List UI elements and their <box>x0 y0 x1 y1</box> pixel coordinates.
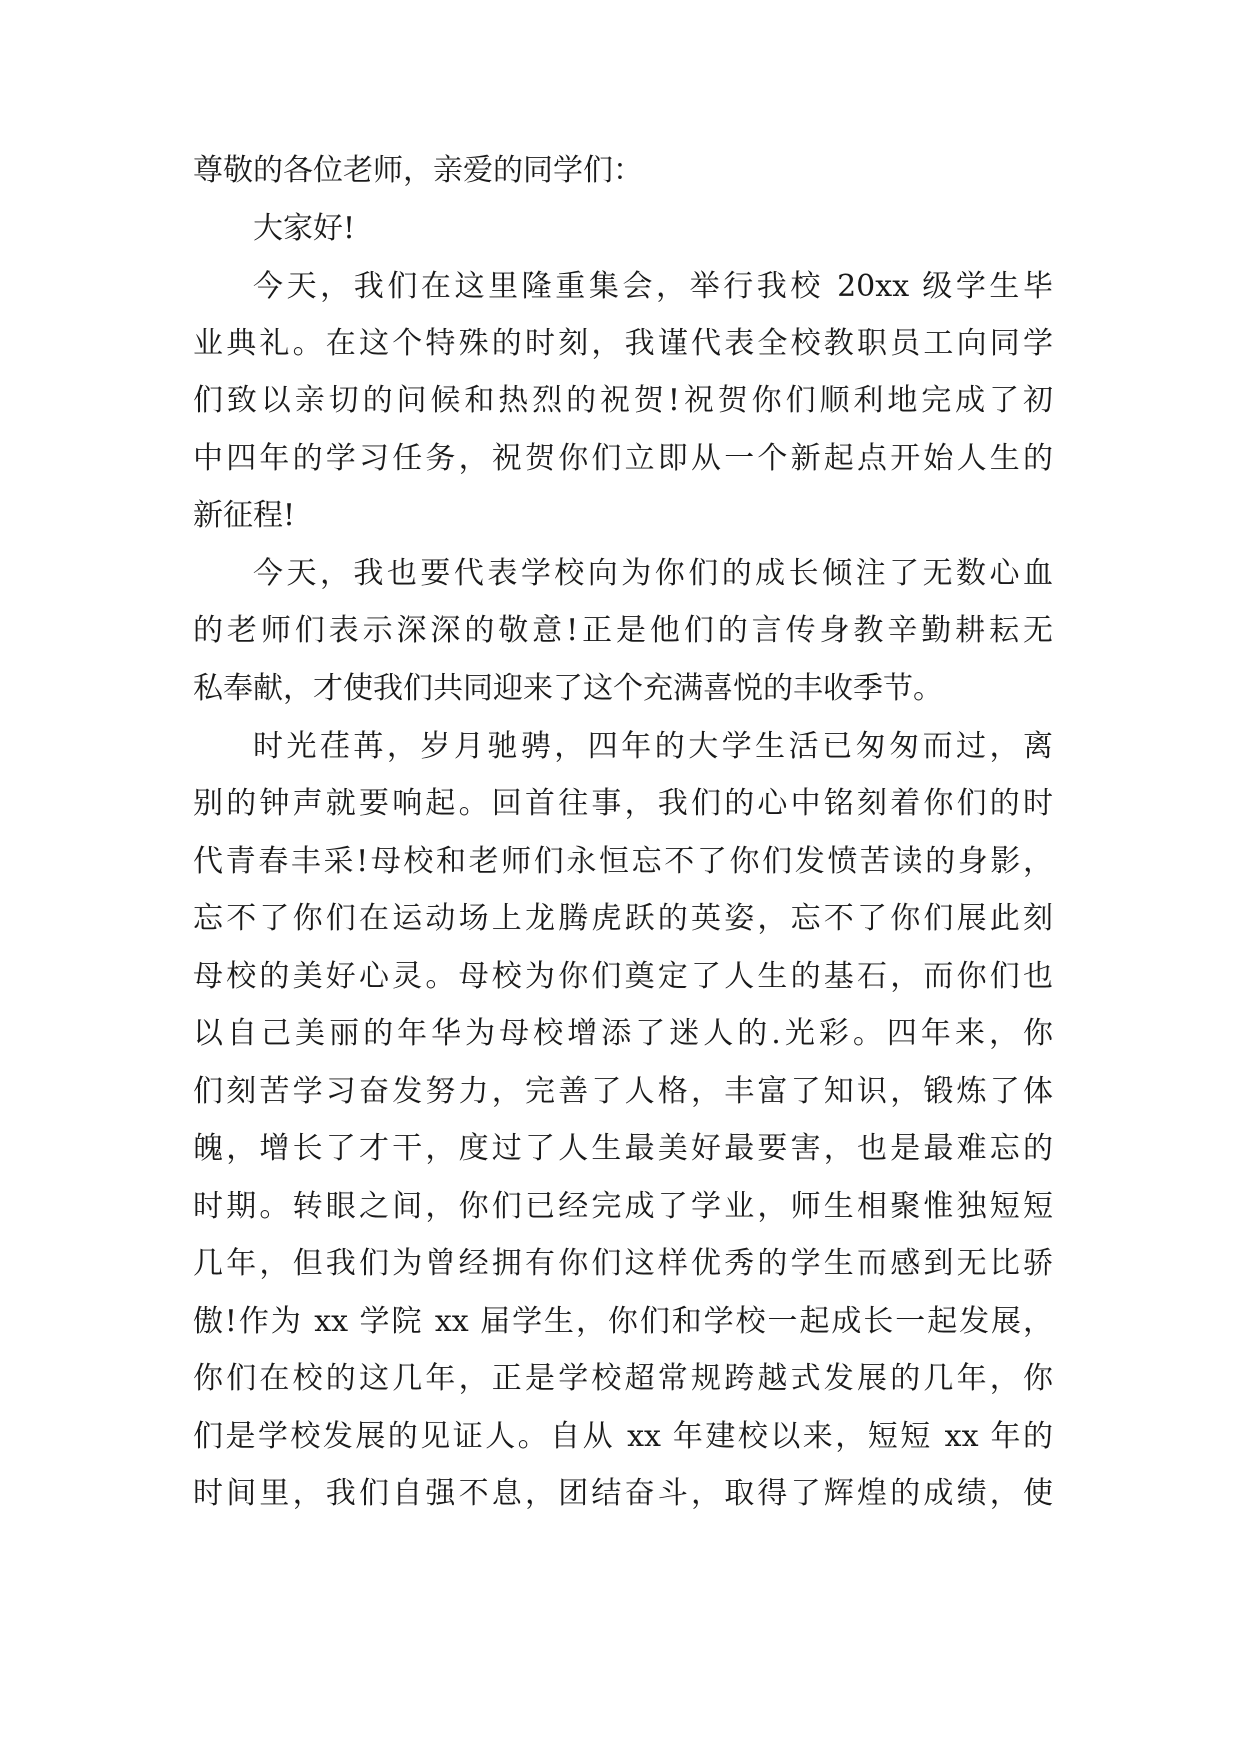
paragraph-2-line-2: 的老师们表示深深的敬意!正是他们的言传身教辛勤耕耘无 <box>193 613 1053 648</box>
paragraph-2-line-3: 私奉献，才使我们共同迎来了这个充满喜悦的丰收季节。 <box>193 671 943 706</box>
paragraph-1-line-4: 中四年的学习任务，祝贺你们立即从一个新起点开始人生的 <box>193 441 1053 476</box>
paragraph-1-line-2: 业典礼。在这个特殊的时刻，我谨代表全校教职员工向同学 <box>193 326 1053 361</box>
paragraph-3-line-14: 时间里，我们自强不息，团结奋斗，取得了辉煌的成绩，使 <box>193 1476 1053 1511</box>
paragraph-3-line-10: 几年，但我们为曾经拥有你们这样优秀的学生而感到无比骄 <box>193 1246 1053 1281</box>
salutation-line: 尊敬的各位老师，亲爱的同学们： <box>193 153 643 188</box>
paragraph-1-line-5: 新征程! <box>193 498 296 533</box>
paragraph-1-line-3: 们致以亲切的问候和热烈的祝贺!祝贺你们顺利地完成了初 <box>193 383 1053 418</box>
paragraph-3-line-9: 时期。转眼之间，你们已经完成了学业，师生相聚惟独短短 <box>193 1189 1053 1224</box>
paragraph-3-line-5: 母校的美好心灵。母校为你们奠定了人生的基石，而你们也 <box>193 959 1053 994</box>
greeting-line: 大家好! <box>253 211 356 246</box>
paragraph-3-line-11: 傲!作为 xx 学院 xx 届学生，你们和学校一起成长一起发展， <box>193 1304 1053 1339</box>
paragraph-3-line-3: 代青春丰采!母校和老师们永恒忘不了你们发愤苦读的身影， <box>193 844 1053 879</box>
paragraph-3-line-13: 们是学校发展的见证人。自从 xx 年建校以来，短短 xx 年的 <box>193 1419 1053 1454</box>
paragraph-1-line-1: 今天，我们在这里隆重集会，举行我校 20xx 级学生毕 <box>253 269 1053 304</box>
paragraph-3-line-7: 们刻苦学习奋发努力，完善了人格，丰富了知识，锻炼了体 <box>193 1074 1053 1109</box>
paragraph-3-line-4: 忘不了你们在运动场上龙腾虎跃的英姿，忘不了你们展此刻 <box>193 901 1053 936</box>
paragraph-3-line-6: 以自己美丽的年华为母校增添了迷人的.光彩。四年来，你 <box>193 1016 1053 1051</box>
paragraph-3-line-1: 时光荏苒，岁月驰骋，四年的大学生活已匆匆而过，离 <box>253 729 1053 764</box>
paragraph-3-line-8: 魄，增长了才干，度过了人生最美好最要害，也是最难忘的 <box>193 1131 1053 1166</box>
paragraph-3-line-12: 你们在校的这几年，正是学校超常规跨越式发展的几年，你 <box>193 1361 1053 1396</box>
paragraph-3-line-2: 别的钟声就要响起。回首往事，我们的心中铭刻着你们的时 <box>193 786 1053 821</box>
paragraph-2-line-1: 今天，我也要代表学校向为你们的成长倾注了无数心血 <box>253 556 1053 591</box>
